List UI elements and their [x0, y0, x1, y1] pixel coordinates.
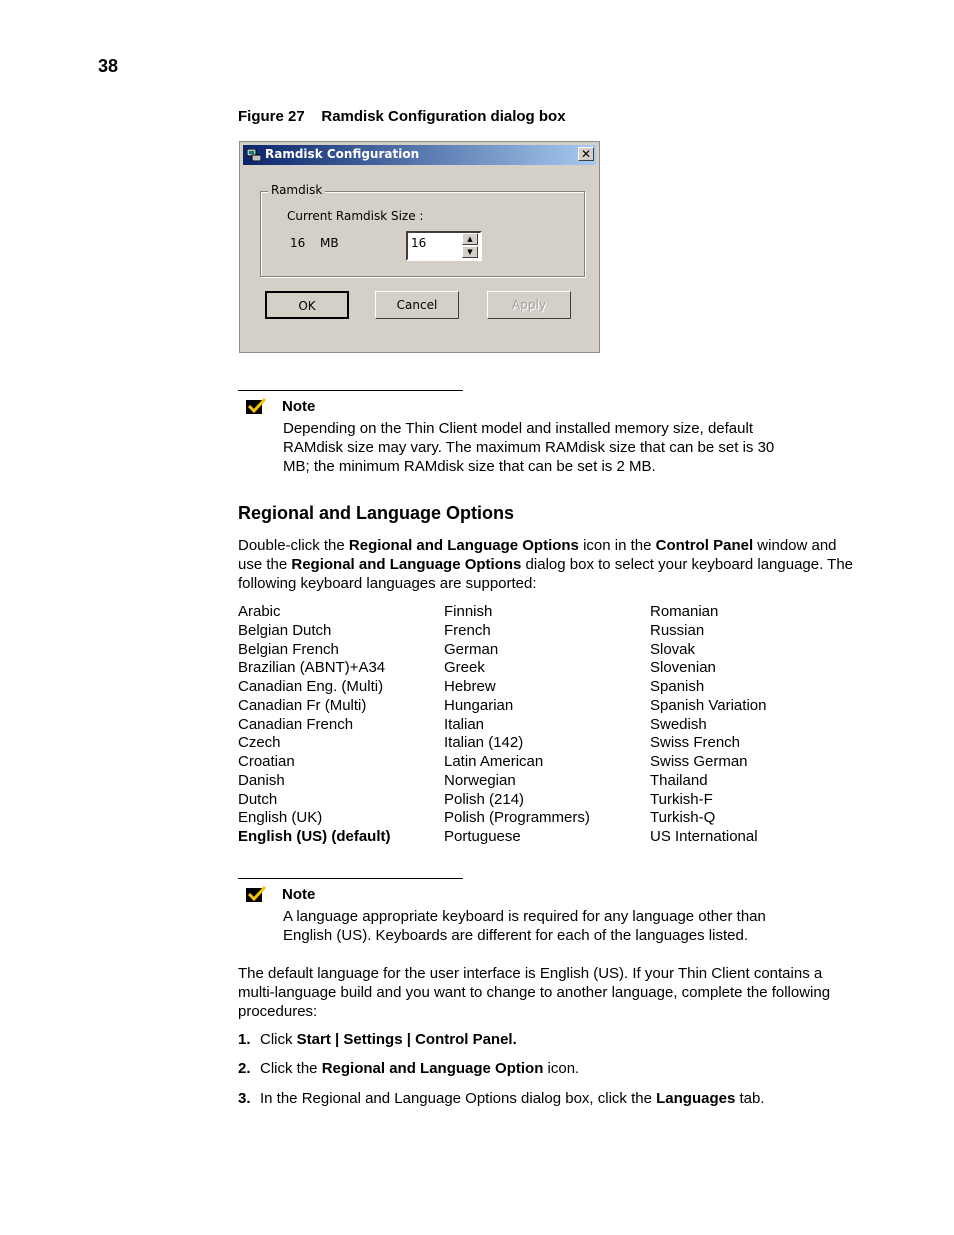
- section-heading: Regional and Language Options: [238, 503, 515, 523]
- close-button[interactable]: [578, 147, 594, 161]
- list-item: Slovak: [650, 640, 696, 658]
- language-column-2: [444, 603, 590, 847]
- list-item: Portuguese: [444, 828, 521, 845]
- apply-button[interactable]: Apply: [487, 291, 571, 319]
- list-item: Italian (142): [444, 734, 524, 752]
- list-item: Arabic: [238, 603, 281, 620]
- list-item: Latin American: [444, 753, 544, 770]
- list-item: Canadian Eng. (Multi): [238, 678, 384, 695]
- note-title: Note: [282, 398, 316, 415]
- list-item: Turkish-F: [650, 790, 713, 808]
- close-icon: ✕: [580, 147, 592, 161]
- procedure-step: 1. Click Start | Settings | Control Panel.: [238, 1031, 517, 1048]
- procedure-step: 2. Click the Regional and Language Option icon.: [238, 1060, 580, 1077]
- list-item: Spanish: [650, 678, 705, 695]
- list-item: Croatian: [238, 753, 295, 770]
- groupbox-label: Ramdisk: [268, 183, 325, 197]
- list-item: Spanish Variation: [650, 696, 767, 714]
- note-title: Note: [282, 886, 316, 903]
- checkmark-note-icon: [245, 397, 267, 415]
- procedure-step: 3. In the Regional and Language Options dialog box, click the Languages tab.: [238, 1090, 765, 1107]
- intro-paragraph: Double-click the Regional and Language Options icon in the Control Panel window and use the Regional and Language Options dialog box to select your keyboard language. The following keyboard languages are supported:: [238, 537, 854, 592]
- language-column-3: [650, 603, 766, 847]
- list-item: Hebrew: [444, 678, 496, 695]
- arrow-up-icon: ▲: [467, 235, 473, 243]
- spin-down-button[interactable]: [462, 246, 478, 258]
- spin-up-button[interactable]: [462, 233, 478, 245]
- dialog-titlebar[interactable]: [243, 145, 596, 165]
- list-item: Belgian Dutch: [238, 621, 332, 639]
- list-item-default: English (US) (default): [238, 828, 391, 845]
- current-size-unit: MB: [320, 236, 339, 250]
- current-size-label: Current Ramdisk Size :: [287, 209, 424, 223]
- language-column-1: [238, 603, 391, 847]
- list-item: Russian: [650, 621, 705, 639]
- list-item: French: [444, 621, 491, 639]
- list-item: Greek: [444, 659, 485, 677]
- list-item: Polish (Programmers): [444, 809, 590, 827]
- dialog-title: Ramdisk Configuration: [265, 147, 420, 161]
- list-item: Turkish-Q: [650, 809, 716, 827]
- list-item: Swedish: [650, 715, 707, 733]
- list-item: Slovenian: [650, 659, 716, 677]
- list-item: English (UK): [238, 809, 323, 827]
- list-item: German: [444, 640, 499, 658]
- ramdisk-size-stepper[interactable]: [406, 231, 482, 261]
- page-number: 38: [98, 56, 119, 76]
- ramdisk-dialog: [239, 141, 600, 353]
- note-text: A language appropriate keyboard is required for any language other than English (US). Keyboards are different for each of the languages listed.: [283, 908, 766, 944]
- arrow-down-icon: ▼: [467, 248, 473, 256]
- list-item: Dutch: [238, 790, 278, 808]
- list-item: Finnish: [444, 603, 493, 620]
- list-item: Thailand: [650, 771, 708, 789]
- cancel-button[interactable]: Cancel: [375, 291, 459, 319]
- current-size-value: 16: [290, 236, 306, 250]
- list-item: Canadian French: [238, 715, 354, 733]
- computer-icon: [247, 149, 261, 161]
- figure-caption: Figure 27 Ramdisk Configuration dialog box: [238, 108, 566, 125]
- list-item: Italian: [444, 715, 485, 733]
- default-language-paragraph: The default language for the user interface is English (US). If your Thin Client contains a multi-language build and you want to change to another language, complete the following procedures:: [238, 965, 831, 1020]
- list-item: Hungarian: [444, 696, 514, 714]
- list-item: US International: [650, 828, 758, 845]
- list-item: Canadian Fr (Multi): [238, 696, 367, 714]
- list-item: Swiss German: [650, 753, 748, 770]
- list-item: Danish: [238, 771, 285, 789]
- note-divider: [238, 390, 463, 391]
- list-item: Belgian French: [238, 640, 339, 658]
- list-item: Swiss French: [650, 734, 741, 752]
- list-item: Brazilian (ABNT)+A34: [238, 659, 386, 677]
- note-divider: [238, 878, 463, 879]
- list-item: Romanian: [650, 603, 719, 620]
- note-text: Depending on the Thin Client model and installed memory size, default RAMdisk size may vary. The maximum RAMdisk size that can be set is 30 MB; the minimum RAMdisk size that can be set is 2 MB.: [283, 420, 775, 475]
- list-item: Norwegian: [444, 771, 516, 789]
- list-item: Polish (214): [444, 790, 525, 808]
- ok-button[interactable]: OK: [265, 291, 349, 319]
- ramdisk-size-input[interactable]: 16: [411, 236, 427, 250]
- checkmark-note-icon: [245, 885, 267, 903]
- list-item: Czech: [238, 734, 281, 752]
